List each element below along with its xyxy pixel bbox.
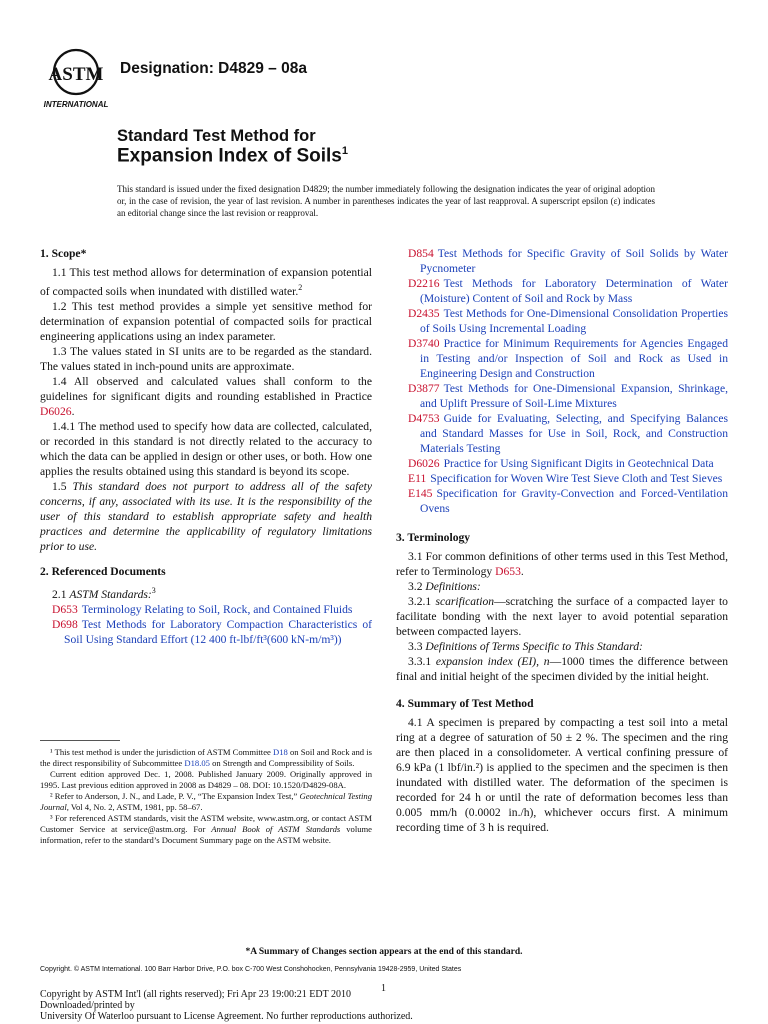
reference-item — [396, 246, 728, 276]
copyright-line: Copyright. © ASTM International. 100 Barr Harbor Drive, P.O. box C-700 West Conshohocken, Pennsylvania 19428-2959, United States — [40, 966, 462, 973]
ref-title-link[interactable]: Test Methods for Laboratory Determination of Water (Moisture) Content of Soil and Rock by Mass — [420, 277, 728, 305]
summary-of-changes-note: *A Summary of Changes section appears at the end of this standard. — [245, 947, 523, 957]
reference-item — [396, 381, 728, 411]
para-1-4-end: . — [71, 404, 75, 418]
reference-item — [40, 617, 372, 647]
astm-logo — [40, 44, 112, 110]
title-text: Expansion Index of Soils — [117, 145, 342, 167]
ref-title-link[interactable]: Guide for Evaluating, Selecting, and Specifying Balances and Standard Masses for Use in Soil, Rock, and Construction Materials Testing — [420, 412, 728, 455]
download-line-3: University Of Waterloo pursuant to License Agreement. No further reproductions authorized. — [40, 1011, 413, 1022]
para-3-2 — [396, 579, 728, 594]
para-1-3: 1.3 The values stated in SI units are to be regarded as the standard. The values stated in inch-pound units are approximate. — [40, 344, 372, 373]
reference-item — [396, 276, 728, 306]
para-1-5-num: 1.5 — [52, 479, 67, 493]
para-3-1-end: . — [520, 565, 524, 578]
ref-link-d18-05[interactable]: D18.05 — [184, 758, 210, 768]
para-1-5 — [40, 479, 372, 554]
para-4-1: 4.1 A specimen is prepared by compacting a test soil into a metal ring at a degree of saturation of 50 ± 2 %. The specimen and the ring are then placed in a consolidometer. A vertical confining pressure of 6.9 kPa (1 lbf/in.²) is applied to the specimen and the specimen is then inundated with distilled water. The deformation of the specimen is recorded for 24 h or until the rate of deformation becomes less than 0.005 mm/h (0.0002 in./h), whichever occurs first. A minimum recording time of 3 h is required. — [396, 716, 728, 834]
para-3-2-1 — [396, 594, 728, 639]
footnote-3-text-a: ³ For referenced ASTM standards, visit the ASTM website, www.astm.org, or contact ASTM Customer Service at service@astm.org. For — [40, 813, 372, 834]
footnote-1 — [40, 747, 372, 769]
page-number: 1 — [381, 983, 386, 994]
ref-code-link[interactable]: D3740 — [408, 337, 440, 350]
ref-title-link[interactable]: Specification for Woven Wire Test Sieve Cloth and Test Sieves — [430, 472, 723, 485]
para-2-1-text: ASTM Standards: — [69, 587, 152, 601]
reference-item — [396, 486, 728, 516]
footnote-3 — [40, 813, 372, 846]
para-2-1 — [40, 583, 372, 602]
para-1-4-1: 1.4.1 The method used to specify how data are collected, calculated, or recorded in this standard is not directly related to the accuracy to which the data can be applied in design or other uses, or both. How one applies the results obtained using this standard is beyond its scope. — [40, 419, 372, 478]
para-1-4-text: 1.4 All observed and calculated values shall conform to the guidelines for significant digits and rounding established in Practice — [40, 374, 372, 403]
footnotes — [40, 747, 372, 846]
para-3-3-text: Definitions of Terms Specific to This Standard: — [425, 640, 643, 653]
reference-item — [40, 602, 372, 617]
para-3-2-1-text: —scratching the surface of a compacted layer to facilitate bonding with the next layer to avoid potential separation between compacted layers. — [396, 595, 728, 638]
ref-title-link[interactable]: Practice for Minimum Requirements for Agencies Engaged in Testing and/or Inspection of Soil and Rock as Used in Engineering Design and Construction — [420, 337, 728, 380]
para-3-3-num: 3.3 — [408, 640, 423, 653]
footnote-2 — [40, 791, 372, 813]
reference-list-left — [40, 602, 372, 647]
ref-code-link[interactable]: D2216 — [408, 277, 440, 290]
para-3-3-1-num: 3.3.1 — [408, 655, 432, 668]
issue-note: This standard is issued under the fixed designation D4829; the number immediately following the designation indicates the year of original adoption or, in the case of revision, the year of last revision. A number in parentheses indicates the year of last reapproval. A superscript epsilon (ε) indicates an editorial change since the last revision or reapproval. — [117, 184, 655, 218]
title-line-1: Standard Test Method for — [117, 127, 316, 145]
left-column — [40, 246, 372, 647]
logo-subtext: INTERNATIONAL — [43, 100, 109, 109]
designation: Designation: D4829 – 08a — [120, 60, 307, 77]
section-heading-scope: 1. Scope* — [40, 247, 87, 260]
ref-code-link[interactable]: D6026 — [408, 457, 440, 470]
ref-title-link[interactable]: Practice for Using Significant Digits in Geotechnical Data — [443, 457, 714, 470]
ref-code-link[interactable]: D3877 — [408, 382, 440, 395]
reference-item — [396, 336, 728, 381]
ref-link-d6026[interactable]: D6026 — [40, 404, 72, 418]
para-3-3-1-text: —1000 times the difference between final and initial height of the specimen divided by the initial height. — [396, 655, 728, 683]
footnote-1-text-c: on Strength and Compressibility of Soils. — [212, 758, 355, 768]
footnote-3-text-c: volume information, refer to the standard’s Document Summary page on the ASTM website. — [40, 824, 372, 845]
para-1-2: 1.2 This test method provides a simple yet sensitive method for determination of expansion potential of compacted soils for practical engineering applications using an index parameter. — [40, 299, 372, 343]
section-heading-referenced-documents: 2. Referenced Documents — [40, 564, 166, 578]
footnote-divider — [40, 740, 120, 741]
download-line-1: Copyright by ASTM Int'l (all rights reserved); Fri Apr 23 19:00:21 EDT 2010 — [40, 989, 352, 1000]
ref-code-link[interactable]: D4753 — [408, 412, 440, 425]
para-3-1 — [396, 549, 728, 579]
para-3-2-1-num: 3.2.1 — [408, 595, 432, 608]
footnote-mark-3[interactable]: 3 — [151, 585, 156, 595]
footnote-1-text-a: ¹ This test method is under the jurisdiction of ASTM Committee — [50, 747, 271, 757]
ref-link-d653-terminology[interactable]: D653 — [495, 565, 521, 578]
footnote-2-text-c: , Vol 4, No. 2, ASTM, 1981, pp. 58–67. — [66, 802, 203, 812]
ref-title-link[interactable]: Test Methods for One-Dimensional Expansion, Shrinkage, and Uplift Pressure of Soil-Lime Mixtures — [420, 382, 728, 410]
ref-title-link[interactable]: Test Methods for One-Dimensional Consolidation Properties of Soils Using Incremental Loading — [420, 307, 728, 335]
footnote-1-edition: Current edition approved Dec. 1, 2008. Published January 2009. Originally approved in 1995. Last previous edition approved in 2008 as D4829 – 08. DOI: 10.1520/D4829-08A. — [40, 769, 372, 790]
para-3-1-text: 3.1 For common definitions of other terms used in this Test Method, refer to Terminology — [396, 550, 728, 578]
ref-title-link[interactable]: Test Methods for Specific Gravity of Soil Solids by Water Pycnometer — [420, 247, 728, 275]
section-heading-summary: 4. Summary of Test Method — [396, 697, 534, 710]
footnote-2-journal: Geotechnical Testing Journal — [40, 791, 372, 812]
para-1-1-text: 1.1 This test method allows for determination of expansion potential of compacted soils when inundated with distilled water. — [40, 266, 372, 298]
reference-item — [396, 456, 728, 471]
para-3-2-num: 3.2 — [408, 580, 423, 593]
ref-code-link[interactable]: E145 — [408, 487, 433, 500]
term-expansion-index: expansion index (EI), n — [435, 655, 550, 668]
ref-title-link[interactable]: Specification for Gravity-Convection and Forced-Ventilation Ovens — [420, 487, 728, 515]
footnote-mark-2[interactable]: 2 — [298, 283, 303, 292]
ref-title-link[interactable]: Test Methods for Laboratory Compaction Characteristics of Soil Using Standard Effort (12 400 ft-lbf/ft³(600 kN-m/m³)) — [64, 617, 372, 646]
reference-item — [396, 471, 728, 486]
para-3-3-1 — [396, 654, 728, 684]
ref-code-link[interactable]: D653 — [52, 602, 78, 616]
para-3-3 — [396, 639, 728, 654]
reference-item — [396, 306, 728, 336]
reference-list-right — [396, 246, 728, 516]
term-scarification: scarification — [435, 595, 495, 608]
page-title — [117, 145, 348, 167]
section-heading-terminology: 3. Terminology — [396, 531, 471, 544]
ref-code-link[interactable]: D2435 — [408, 307, 440, 320]
reference-item — [396, 411, 728, 456]
ref-code-link[interactable]: D854 — [408, 247, 434, 260]
download-line-2: Downloaded/printed by — [40, 1000, 135, 1011]
para-3-2-text: Definitions: — [425, 580, 481, 593]
ref-code-link[interactable]: D698 — [52, 617, 78, 631]
para-1-4 — [40, 374, 372, 419]
download-note — [40, 989, 413, 1022]
right-column — [396, 246, 728, 835]
ref-code-link[interactable]: E11 — [408, 472, 427, 485]
logo-text: ASTM — [48, 64, 104, 85]
para-1-1 — [40, 265, 372, 299]
footnote-2-text-a: ² Refer to Anderson, J. N., and Lade, P. V., “The Expansion Index Test,” — [50, 791, 298, 801]
title-footnote-mark[interactable]: 1 — [341, 145, 348, 157]
footnote-1-text-b: on Soil and Rock and is the direct responsibility of Subcommittee — [40, 747, 372, 768]
footnote-3-book: Annual Book of ASTM Standards — [211, 824, 341, 834]
ref-link-d18[interactable]: D18 — [273, 747, 288, 757]
ref-title-link[interactable]: Terminology Relating to Soil, Rock, and Contained Fluids — [81, 602, 353, 616]
para-1-5-text: This standard does not purport to address all of the safety concerns, if any, associated with its use. It is the responsibility of the user of this standard to establish appropriate safety and health practices and determine the applicability of regulatory limitations prior to use. — [40, 479, 372, 553]
para-2-1-num: 2.1 — [52, 587, 67, 601]
